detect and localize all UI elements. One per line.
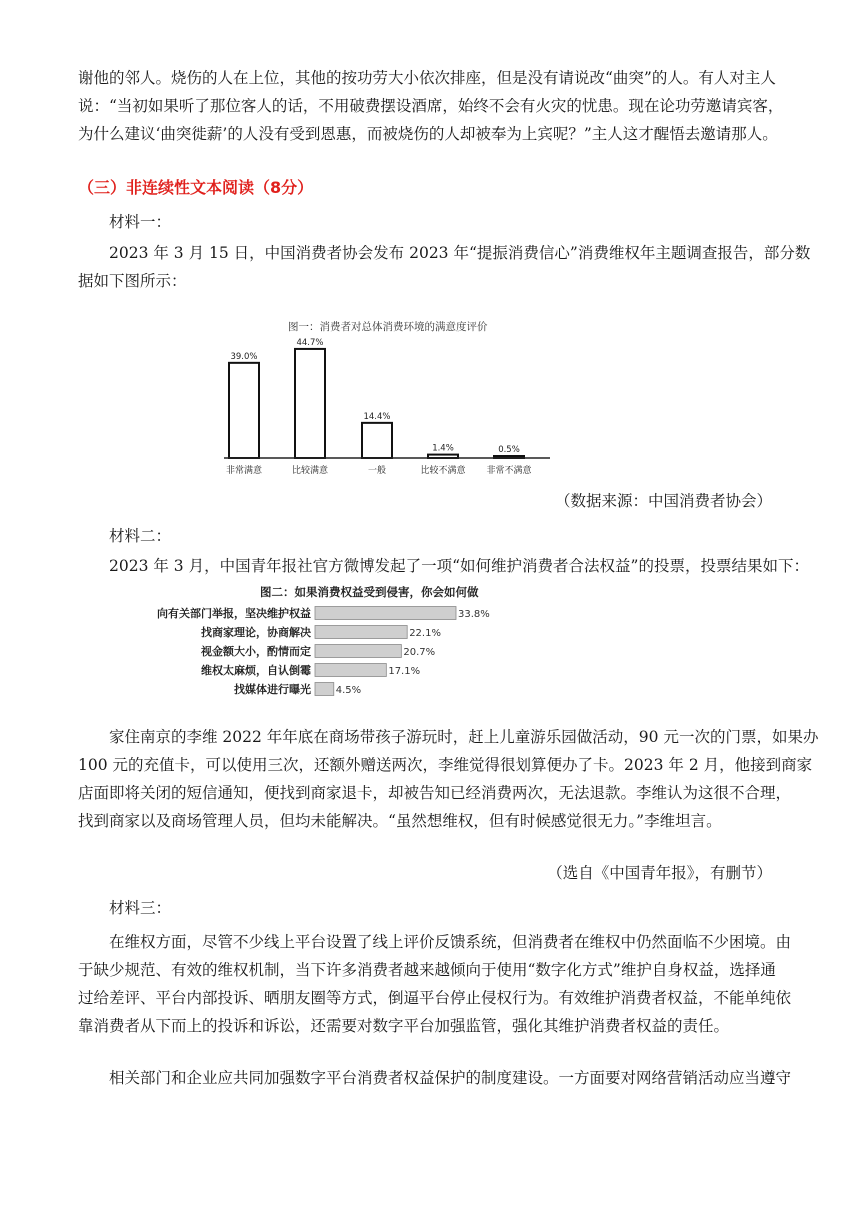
story-paragraph-continued — [78, 64, 784, 148]
chart1-bar — [362, 423, 392, 458]
chart2-title: 图二：如果消费权益受到侵害，你会如何做 — [260, 585, 479, 599]
text-line: 谢他的邻人。烧伤的人在上位，其他的按功劳大小依次排座，但是没有请说改“曲突”的人。有人对主人 — [78, 69, 776, 87]
text-line: 靠消费者从下而上的投诉和诉讼，还需要对数字平台加强监管，强化其维护消费者权益的责任。 — [78, 1017, 730, 1035]
chart2-category-label: 视金额大小，酌情而定 — [201, 645, 311, 658]
material3-paragraph-2 — [78, 1064, 792, 1092]
chart1-value-label: 14.4% — [363, 411, 391, 422]
chart1-title: 图一：消费者对总体消费环境的满意度评价 — [288, 321, 488, 333]
satisfaction-bar-chart — [220, 316, 540, 486]
material2-label: 材料二： — [109, 527, 172, 545]
chart1-category-label: 比较不满意 — [420, 466, 466, 476]
chart1-value-label: 1.4% — [432, 443, 454, 454]
chart1-category-label: 非常满意 — [225, 466, 263, 476]
text-line: 在维权方面，尽管不少线上平台设置了线上评价反馈系统，但消费者在维权中仍然面临不少困境。由 — [109, 933, 792, 951]
chart2-bar — [315, 683, 334, 696]
chart1-value-label: 44.7% — [296, 337, 324, 348]
text-line: 100 元的充值卡，可以使用三次，还额外赠送两次，李维觉得很划算便办了卡。2023 年 2 月，他接到商家 — [78, 756, 813, 774]
section-heading: （三）非连续性文本阅读（8分） — [78, 178, 314, 197]
chart1-bar — [229, 363, 259, 458]
chart1-value-label: 39.0% — [230, 351, 258, 362]
chart2-value-label: 22.1% — [409, 628, 441, 639]
chart1-value-label: 0.5% — [498, 445, 520, 455]
material2-story — [78, 723, 819, 835]
chart2-value-label: 33.8% — [457, 609, 490, 620]
chart2-category-label: 维权太麻烦，自认倒霉 — [201, 664, 311, 677]
response-bar-chart — [118, 582, 490, 704]
text-line: 据如下图所示： — [78, 272, 187, 290]
text-line: 2023 年 3 月，中国青年报社官方微博发起了一项“如何维护消费者合法权益”的投票，投票结果如下： — [109, 557, 809, 575]
text-line: 说：“当初如果听了那位客人的话，不用破费摆设酒席，始终不会有火灾的忧患。现在论功劳邀请宾客， — [78, 97, 784, 115]
chart1-bar — [295, 349, 325, 458]
material3-paragraph-1 — [78, 928, 792, 1040]
chart2-bar — [315, 645, 401, 658]
text-line: 店面即将关闭的短信通知，便找到商家退卡，却被告知已经消费两次，无法退款。李维认为这很不合理， — [78, 784, 792, 802]
chart1-category-label: 非常不满意 — [486, 466, 532, 476]
chart2-value-label: 17.1% — [388, 666, 421, 677]
text-line: 相关部门和企业应共同加强数字平台消费者权益保护的制度建设。一方面要对网络营销活动应当遵守 — [109, 1069, 792, 1087]
material2-intro — [78, 552, 809, 580]
text-line: 为什么建议‘曲突徙薪’的人没有受到恩惠，而被烧伤的人却被奉为上宾呢？”主人这才醒悟去邀请那人。 — [78, 125, 778, 143]
chart2-value-label: 4.5% — [335, 685, 362, 696]
material1-label: 材料一： — [109, 213, 172, 231]
text-line: 过给差评、平台内部投诉、晒朋友圈等方式，倒逼平台停止侵权行为。有效维护消费者权益，不能单纯依 — [78, 989, 792, 1007]
material3-label: 材料三： — [109, 899, 172, 917]
chart1-category-label: 一般 — [367, 466, 387, 476]
chart2-bar — [315, 626, 407, 639]
chart2-category-label: 向有关部门举报，坚决维护权益 — [157, 607, 311, 620]
text-line: 家住南京的李维 2022 年年底在商场带孩子游玩时，赶上儿童游乐园做活动，90 元一次的门票，如果办 — [109, 728, 819, 746]
text-line: 2023 年 3 月 15 日，中国消费者协会发布 2023 年“提振消费信心”消费维权年主题调查报告，部分数 — [109, 244, 811, 262]
chart1-category-label: 比较满意 — [291, 466, 329, 476]
material1-text — [78, 239, 811, 295]
text-line: 于缺少规范、有效的维权机制，当下许多消费者越来越倾向于使用“数字化方式”维护自身权益，选择通 — [78, 961, 776, 979]
material2-source: （选自《中国青年报》，有删节） — [547, 864, 772, 882]
chart2-bar — [315, 607, 456, 620]
material1-source: （数据来源：中国消费者协会） — [554, 492, 772, 510]
chart2-value-label: 20.7% — [403, 647, 436, 658]
chart2-category-label: 找媒体进行曝光 — [234, 683, 311, 696]
chart2-bar — [315, 664, 386, 677]
chart2-category-label: 找商家理论，协商解决 — [201, 626, 311, 639]
text-line: 找到商家以及商场管理人员，但均未能解决。“虽然想维权，但有时候感觉很无力。”李维坦言。 — [78, 812, 722, 830]
